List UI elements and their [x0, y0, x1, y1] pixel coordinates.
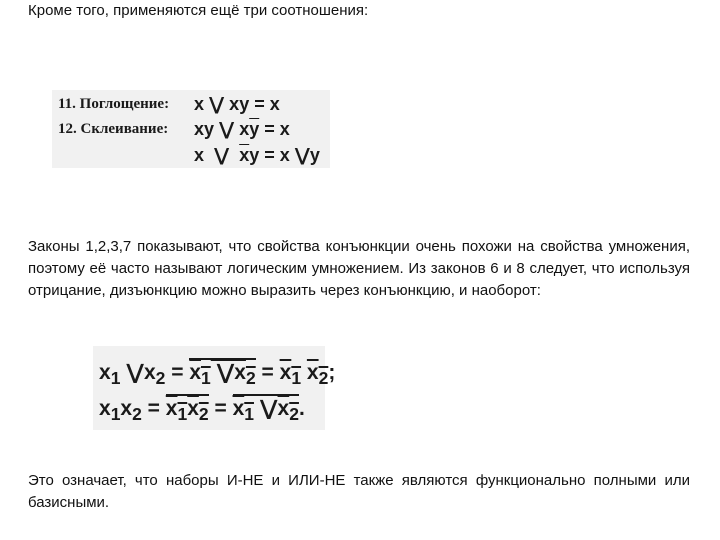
- absorption-label: 11. Поглощение:: [58, 96, 170, 112]
- gluing-formula: xy ⋁ $x\overline{y} = x$: [194, 119, 290, 139]
- outro-text: Это означает, что наборы И-НЕ и ИЛИ-НЕ также являются функционально полными или базисными.: [28, 472, 690, 511]
- demorgan-row-1: $x_1$ $⋁x_2 = x_1$ $⋁x_2 = x_1$ $x_2$;: [99, 358, 335, 392]
- gluing-formula-2: x ⋁ $\overline{x}y = x$ ⋁y: [194, 145, 320, 165]
- absorption-formula: x ⋁ xy = x: [194, 94, 280, 114]
- laws-explanation: Законы 1,2,3,7 показывают, что свойства конъюнкции очень похожи на свойства умножения, поэтому её часто называют логическим умножением. Из законов 6 и 8 следует, что используя отрицание, дизъюнкцию можно выразить через конъюнкцию, и наоборот:: [28, 238, 690, 299]
- laws-image: [52, 90, 330, 168]
- gluing-label: 12. Склеивание:: [58, 121, 169, 137]
- demorgan-row-2: $x_1x_2 = x_1x_2 = x_1$ $⋁x_2$.: [99, 394, 305, 428]
- intro-text: Кроме того, применяются ещё три соотношения:: [28, 2, 369, 19]
- demorgan-image: [93, 346, 336, 430]
